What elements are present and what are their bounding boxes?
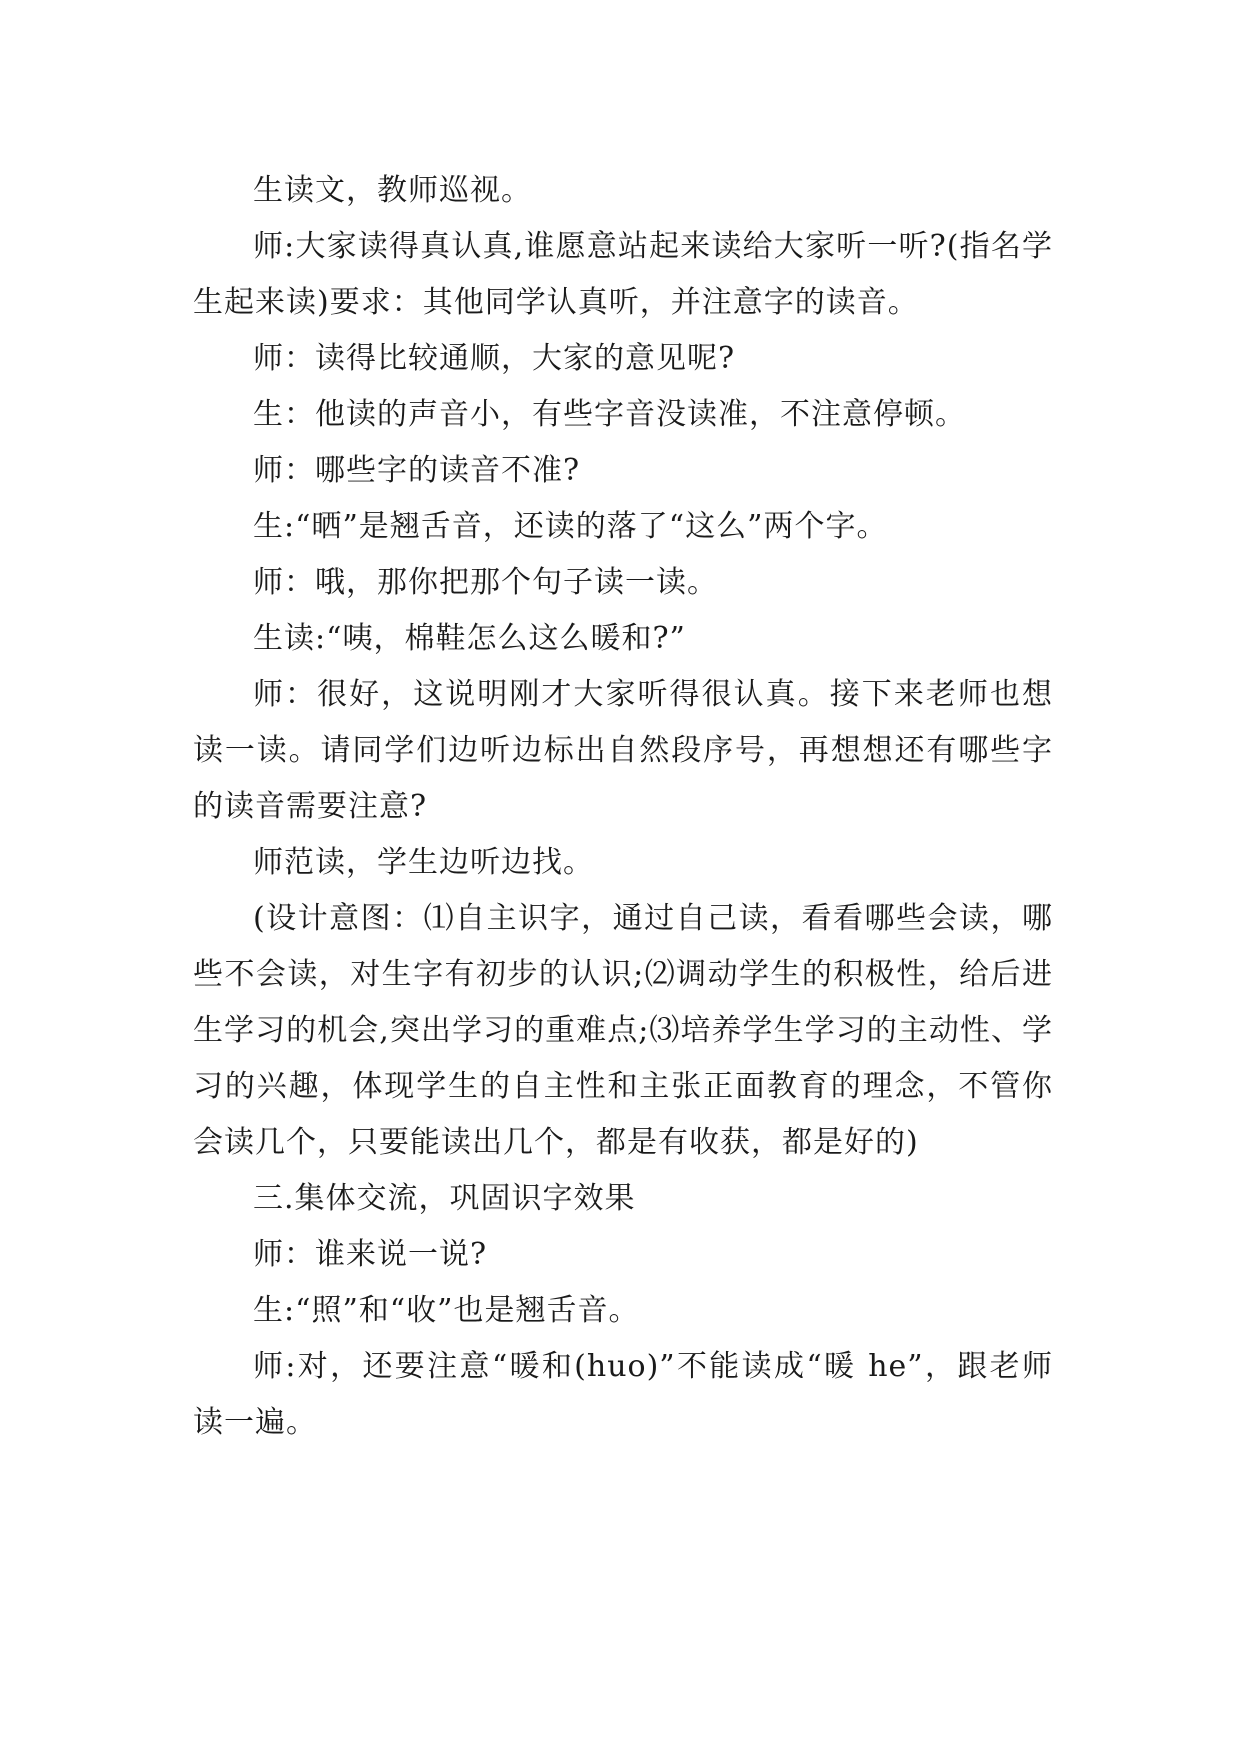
paragraph-11: (设计意图：⑴自主识字，通过自己读，看看哪些会读，哪些不会读，对生字有初步的认识;⑵调动学生的积极性，给后进生学习的机会,突出学习的重难点;⑶培养学生学习的主动性、学习的兴趣，体现学生的自主性和主张正面教育的理念，不管你会读几个，只要能读出几个，都是有收获，都是好的)	[193, 901, 1053, 1160]
section-heading: 三.集体交流，巩固识字效果	[253, 1181, 636, 1216]
paragraph-5: 师：哪些字的读音不准?	[253, 453, 581, 488]
paragraph-1: 生读文，教师巡视。	[253, 173, 532, 208]
paragraph-10: 师范读，学生边听边找。	[253, 845, 594, 880]
paragraph-4: 生：他读的声音小，有些字音没读准，不注意停顿。	[253, 397, 966, 432]
paragraph-3: 师：读得比较通顺，大家的意见呢?	[253, 341, 736, 376]
paragraph-8: 生读:“咦，棉鞋怎么这么暖和?”	[253, 621, 686, 656]
document-body	[193, 163, 1053, 1451]
paragraph-15: 师:对，还要注意“暖和(huo)”不能读成“暖 he”，跟老师读一遍。	[193, 1349, 1053, 1440]
paragraph-7: 师：哦，那你把那个句子读一读。	[253, 565, 718, 600]
paragraph-6: 生:“晒”是翘舌音，还读的落了“这么”两个字。	[253, 509, 888, 544]
paragraph-9: 师：很好，这说明刚才大家听得很认真。接下来老师也想读一读。请同学们边听边标出自然段序号，再想想还有哪些字的读音需要注意?	[193, 677, 1053, 824]
paragraph-2: 师:大家读得真认真,谁愿意站起来读给大家听一听?(指名学生起来读)要求：其他同学认真听，并注意字的读音。	[193, 229, 1053, 320]
paragraph-14: 生:“照”和“收”也是翘舌音。	[253, 1293, 640, 1328]
paragraph-13: 师：谁来说一说?	[253, 1237, 488, 1272]
